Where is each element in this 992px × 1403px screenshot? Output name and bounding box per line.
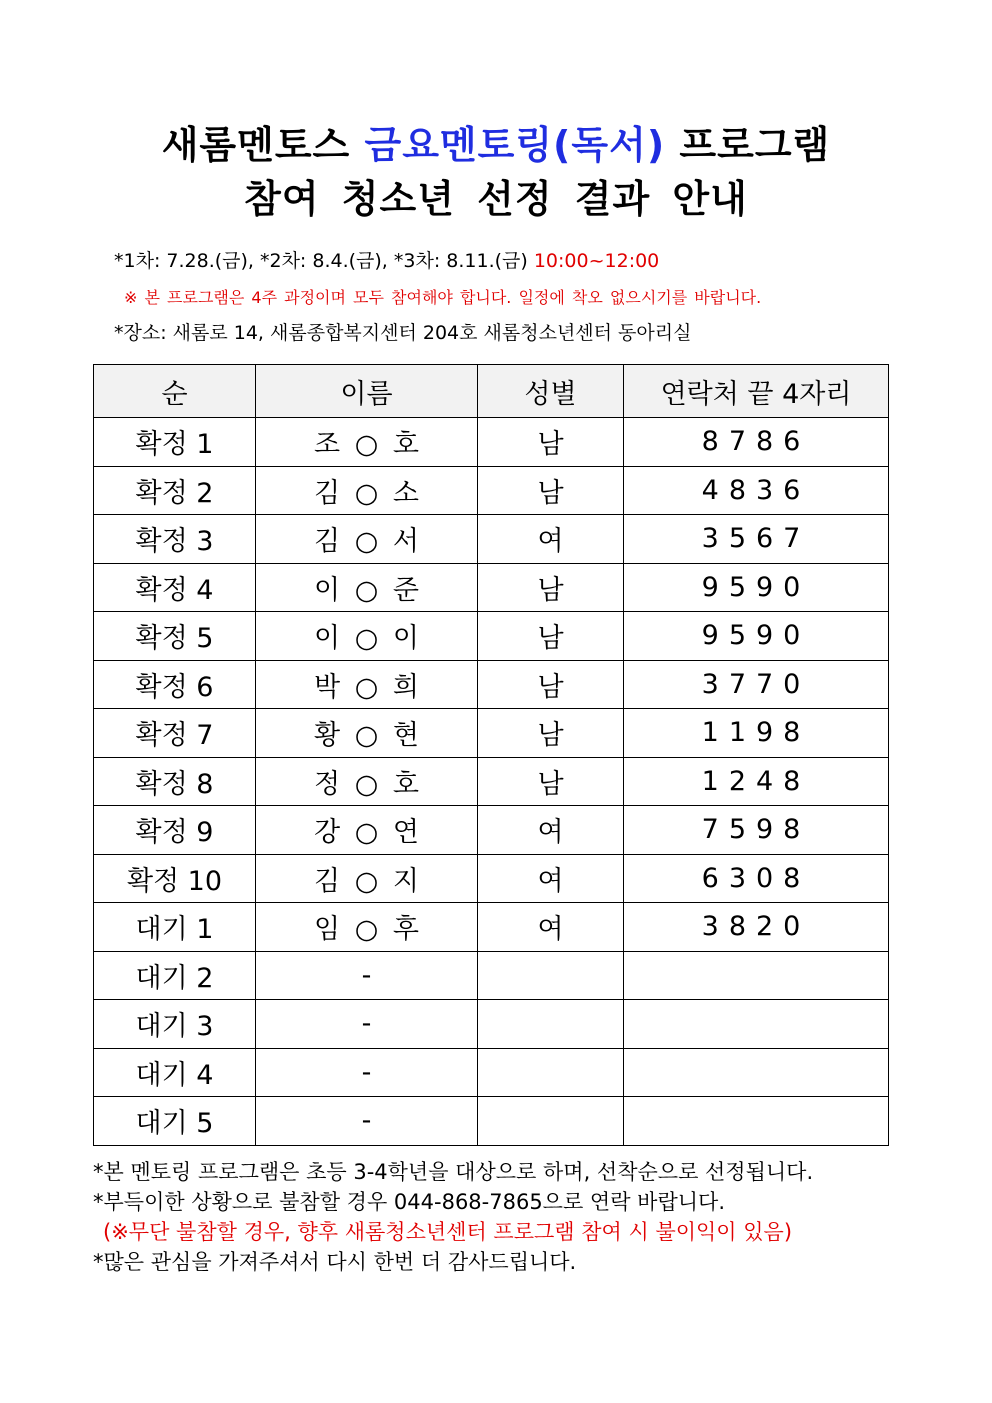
cell-order: 대기 3: [94, 1000, 256, 1049]
cell-name: 황 ○ 현: [256, 709, 478, 758]
cell-order: 확정 2: [94, 466, 256, 515]
cell-name: 이 ○ 이: [256, 612, 478, 661]
cell-gender: 남: [478, 660, 624, 709]
notes-section: [93, 1157, 813, 1277]
cell-phone: 9590: [624, 612, 889, 661]
cell-gender: 여: [478, 515, 624, 564]
cell-gender: 여: [478, 806, 624, 855]
cell-phone: 3770: [624, 660, 889, 709]
cell-order: 확정 8: [94, 757, 256, 806]
cell-name: -: [256, 1048, 478, 1097]
table-row: [94, 854, 889, 903]
cell-name: -: [256, 951, 478, 1000]
cell-name: -: [256, 1000, 478, 1049]
table-row: [94, 612, 889, 661]
header-phone: 연락처 끝 4자리: [624, 365, 889, 418]
cell-order: 대기 5: [94, 1097, 256, 1146]
table-row: [94, 660, 889, 709]
cell-phone: [624, 1097, 889, 1146]
attendance-notice: ※ 본 프로그램은 4주 과정이며 모두 참여해야 합니다. 일정에 착오 없으시기를 바랍니다.: [124, 288, 762, 307]
cell-order: 확정 7: [94, 709, 256, 758]
note-target: *본 멘토링 프로그램은 초등 3-4학년을 대상으로 하며, 선착순으로 선정됩니다.: [93, 1160, 814, 1184]
table-row: [94, 757, 889, 806]
cell-phone: 1248: [624, 757, 889, 806]
cell-name: 조 ○ 호: [256, 418, 478, 467]
header-name: 이름: [256, 365, 478, 418]
cell-name: 박 ○ 희: [256, 660, 478, 709]
schedule-line: [114, 246, 659, 273]
cell-gender: [478, 1000, 624, 1049]
cell-gender: [478, 951, 624, 1000]
table-row: [94, 806, 889, 855]
cell-gender: 남: [478, 757, 624, 806]
cell-gender: 남: [478, 466, 624, 515]
cell-name: 강 ○ 연: [256, 806, 478, 855]
table-row: [94, 1097, 889, 1146]
cell-order: 대기 2: [94, 951, 256, 1000]
cell-phone: [624, 1048, 889, 1097]
cell-gender: [478, 1048, 624, 1097]
cell-phone: 9590: [624, 563, 889, 612]
cell-name: 이 ○ 준: [256, 563, 478, 612]
schedule-dates: *1차: 7.28.(금), *2차: 8.4.(금), *3차: 8.11.(금): [114, 250, 534, 272]
cell-name: 김 ○ 서: [256, 515, 478, 564]
table-row: [94, 709, 889, 758]
note-warning: (※무단 불참할 경우, 향후 새롬청소년센터 프로그램 참여 시 불이익이 있음): [103, 1220, 793, 1244]
title-suffix: 프로그램: [665, 123, 831, 167]
cell-gender: [478, 1097, 624, 1146]
table-row: [94, 563, 889, 612]
cell-name: 김 ○ 지: [256, 854, 478, 903]
cell-phone: 7598: [624, 806, 889, 855]
cell-order: 확정 4: [94, 563, 256, 612]
table-row: [94, 418, 889, 467]
cell-name: 임 ○ 후: [256, 903, 478, 952]
cell-gender: 남: [478, 418, 624, 467]
cell-phone: [624, 951, 889, 1000]
note-thanks: *많은 관심을 가져주셔서 다시 한번 더 감사드립니다.: [93, 1250, 577, 1274]
cell-name: 김 ○ 소: [256, 466, 478, 515]
table-row: [94, 1048, 889, 1097]
note-contact: *부득이한 상황으로 불참할 경우 044-868-7865으로 연락 바랍니다.: [93, 1190, 725, 1214]
title-highlight: 금요멘토링(독서): [364, 123, 666, 167]
cell-gender: 여: [478, 903, 624, 952]
cell-phone: 6308: [624, 854, 889, 903]
cell-order: 확정 1: [94, 418, 256, 467]
cell-phone: 8786: [624, 418, 889, 467]
header-order: 순: [94, 365, 256, 418]
cell-gender: 남: [478, 709, 624, 758]
page-title: [0, 114, 992, 169]
selection-table: [93, 364, 889, 1146]
cell-order: 확정 6: [94, 660, 256, 709]
table-row: [94, 515, 889, 564]
cell-order: 확정 9: [94, 806, 256, 855]
cell-phone: 3567: [624, 515, 889, 564]
page-subtitle: 참여 청소년 선정 결과 안내: [244, 177, 748, 221]
table-row: [94, 903, 889, 952]
cell-order: 확정 5: [94, 612, 256, 661]
cell-order: 확정 10: [94, 854, 256, 903]
table-row: [94, 466, 889, 515]
header-gender: 성별: [478, 365, 624, 418]
title-prefix: 새롬멘토스: [161, 123, 365, 167]
cell-name: -: [256, 1097, 478, 1146]
table-row: [94, 951, 889, 1000]
cell-phone: 4836: [624, 466, 889, 515]
schedule-time: 10:00~12:00: [533, 250, 660, 272]
cell-name: 정 ○ 호: [256, 757, 478, 806]
place-line: *장소: 새롬로 14, 새롬종합복지센터 204호 새롬청소년센터 동아리실: [114, 322, 692, 344]
cell-phone: 3820: [624, 903, 889, 952]
cell-order: 대기 4: [94, 1048, 256, 1097]
cell-gender: 남: [478, 563, 624, 612]
table-header-row: [94, 365, 889, 418]
cell-order: 대기 1: [94, 903, 256, 952]
cell-order: 확정 3: [94, 515, 256, 564]
table-row: [94, 1000, 889, 1049]
cell-phone: [624, 1000, 889, 1049]
cell-gender: 여: [478, 854, 624, 903]
cell-phone: 1198: [624, 709, 889, 758]
cell-gender: 남: [478, 612, 624, 661]
